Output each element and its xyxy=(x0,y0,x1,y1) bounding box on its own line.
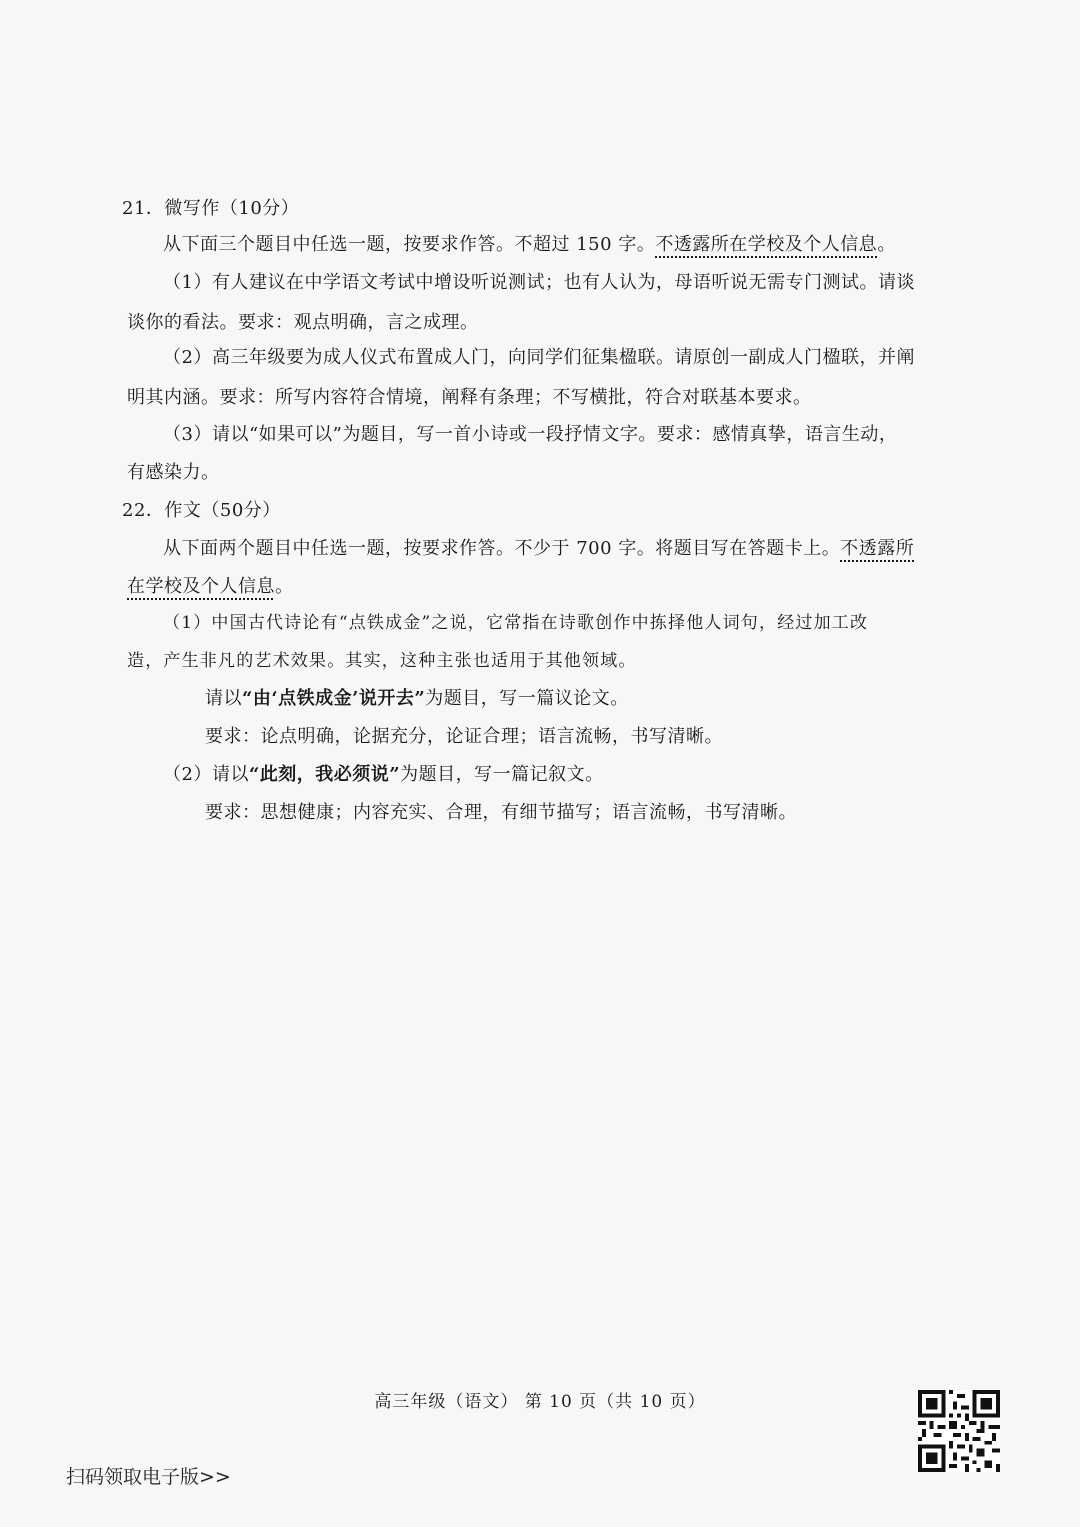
question-21-item-3-line-1: （3）请以“如果可以”为题目，写一首小诗或一段抒情文字。要求：感情真挚，语言生动， xyxy=(163,424,898,445)
prompt-post-text: 为题目，写一篇议论文。 xyxy=(425,688,629,709)
question-21-item-2-line-1: （2）高三年级要为成人仪式布置成人门，向同学们征集楹联。请原创一副成人门楹联，并阐 xyxy=(163,347,915,368)
question-22-intro-emphasis-a: 不透露所 xyxy=(840,538,915,559)
question-22-item-1-prompt xyxy=(205,686,629,712)
question-22-intro-emphasis-b: 在学校及个人信息 xyxy=(127,576,275,597)
item-2-post-text: 为题目，写一篇记叙文。 xyxy=(400,764,604,785)
question-21-intro-text: 从下面三个题目中任选一题，按要求作答。不超过 150 字。 xyxy=(163,234,656,255)
essay-title-1: “由‘点铁成金’说开去” xyxy=(242,688,426,709)
prompt-pre-text: 请以 xyxy=(205,688,242,709)
question-22-intro-text: 从下面两个题目中任选一题，按要求作答。不少于 700 字。将题目写在答题卡上。 xyxy=(163,538,841,559)
item-2-pre-text: （2）请以 xyxy=(163,764,249,785)
question-22-item-2-requirements: 要求：思想健康；内容充实、合理，有细节描写；语言流畅，书写清晰。 xyxy=(205,802,797,823)
question-22-item-2-prompt xyxy=(163,762,604,788)
question-21-item-2-line-2: 明其内涵。要求：所写内容符合情境，阐释有条理；不写横批，符合对联基本要求。 xyxy=(127,387,812,408)
question-21-title: 21．微写作（10分） xyxy=(122,198,300,219)
question-22-title: 22．作文（50分） xyxy=(122,500,281,521)
essay-title-2: “此刻，我必须说” xyxy=(248,764,401,785)
question-21-item-1-line-1: （1）有人建议在中学语文考试中增设听说测试；也有人认为，母语听说无需专门测试。请谈 xyxy=(163,272,915,293)
question-22-intro-line-2 xyxy=(127,574,294,600)
question-22-intro-line-1 xyxy=(163,536,914,562)
question-22-intro-end: 。 xyxy=(275,576,294,597)
scan-for-electronic-version-link[interactable]: 扫码领取电子版>> xyxy=(66,1466,231,1488)
page-footer: 高三年级（语文） 第 10 页（共 10 页） xyxy=(374,1392,706,1412)
question-22-item-1-line-1: （1）中国古代诗论有“点铁成金”之说，它常指在诗歌创作中拣择他人词句，经过加工改 xyxy=(163,613,869,633)
question-21-item-1-line-2: 谈你的看法。要求：观点明确，言之成理。 xyxy=(127,312,479,333)
question-22-item-1-line-2: 造，产生非凡的艺术效果。其实，这种主张也适用于其他领域。 xyxy=(127,651,637,671)
question-21-intro-end: 。 xyxy=(877,234,896,255)
question-21-intro-emphasis: 不透露所在学校及个人信息 xyxy=(655,234,878,255)
question-21-intro xyxy=(163,232,896,258)
question-21-item-3-line-2: 有感染力。 xyxy=(127,462,220,483)
qr-code-icon[interactable] xyxy=(918,1390,1000,1472)
question-22-item-1-requirements: 要求：论点明确，论据充分，论证合理；语言流畅，书写清晰。 xyxy=(205,726,723,747)
